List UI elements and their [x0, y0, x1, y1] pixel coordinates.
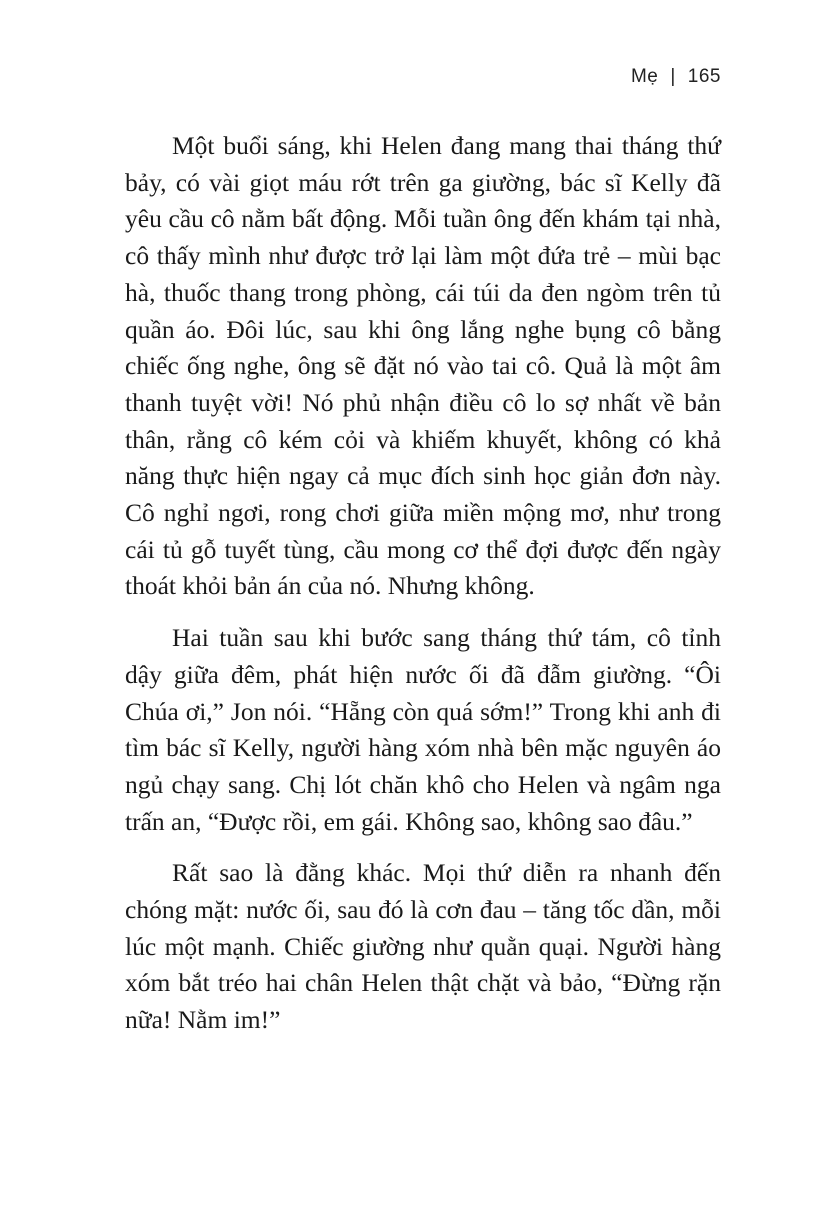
running-head: [631, 66, 721, 88]
paragraph: Một buổi sáng, khi Helen đang mang thai tháng thứ bảy, có vài giọt máu rớt trên ga giường, bác sĩ Kelly đã yêu cầu cô nằm bất động. Mỗi tuần ông đến khám tại nhà, cô thấy mình như được trở lại làm một đứa trẻ – mùi bạc hà, thuốc thang trong phòng, cái túi da đen ngòm trên tủ quần áo. Đôi lúc, sau khi ông lắng nghe bụng cô bằng chiếc ống nghe, ông sẽ đặt nó vào tai cô. Quả là một âm thanh tuyệt vời! Nó phủ nhận điều cô lo sợ nhất về bản thân, rằng cô kém cỏi và khiếm khuyết, không có khả năng thực hiện ngay cả mục đích sinh học giản đơn này. Cô nghỉ ngơi, rong chơi giữa miền mộng mơ, như trong cái tủ gỗ tuyết tùng, cầu mong cơ thể đợi được đến ngày thoát khỏi bản án của nó. Nhưng không.: [125, 131, 721, 601]
header-separator: |: [670, 66, 676, 87]
paragraph: Rất sao là đằng khác. Mọi thứ diễn ra nhanh đến chóng mặt: nước ối, sau đó là cơn đau – tăng tốc dần, mỗi lúc một mạnh. Chiếc giường như quằn quại. Người hàng xóm bắt tréo hai chân Helen thật chặt và bảo, “Đừng rặn nữa! Nằm im!”: [125, 858, 721, 1035]
paragraph: Hai tuần sau khi bước sang tháng thứ tám, cô tỉnh dậy giữa đêm, phát hiện nước ối đã đẫm giường. “Ôi Chúa ơi,” Jon nói. “Hẵng còn quá sớm!” Trong khi anh đi tìm bác sĩ Kelly, người hàng xóm nhà bên mặc nguyên áo ngủ chạy sang. Chị lót chăn khô cho Helen và ngâm nga trấn an, “Được rồi, em gái. Không sao, không sao đâu.”: [125, 623, 721, 836]
body-text: [125, 128, 721, 1054]
page-number: 165: [687, 66, 721, 87]
chapter-title: Mẹ: [630, 66, 659, 87]
